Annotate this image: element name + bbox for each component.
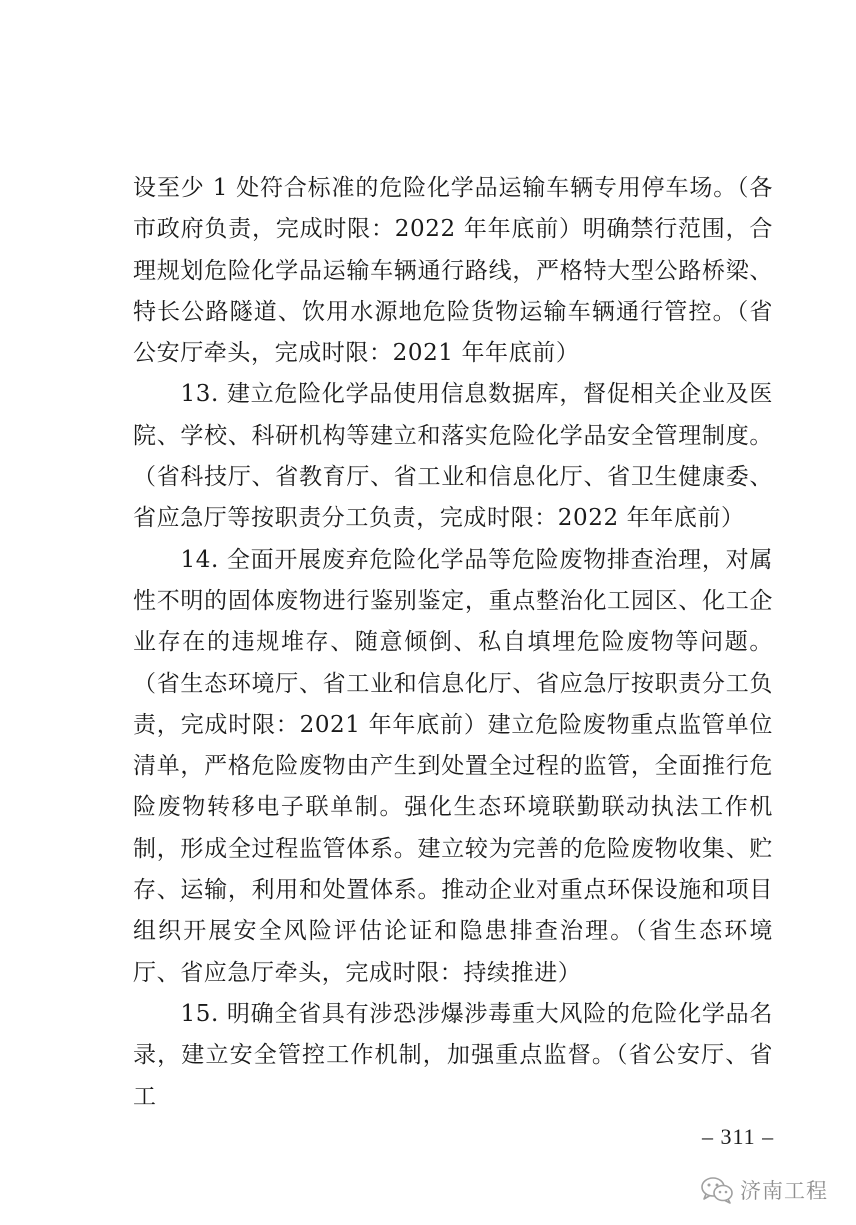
document-body bbox=[133, 168, 773, 1118]
paragraph-1: 设至少 1 处符合标准的危险化学品运输车辆专用停车场。（各市政府负责，完成时限：2022 年年底前）明确禁行范围，合理规划危险化学品运输车辆通行路线，严格特大型公路桥梁、特长公路隧道、饮用水源地危险货物运输车辆通行管控。（省公安厅牵头，完成时限：2021 年年底前） bbox=[133, 175, 773, 367]
page-number: – 311 – bbox=[702, 1124, 775, 1149]
paragraph-2: 13. 建立危险化学品使用信息数据库，督促相关企业及医院、学校、科研机构等建立和落实危险化学品安全管理制度。（省科技厅、省教育厅、省工业和信息化厅、省卫生健康委、省应急厅等按职责分工负责，完成时限：2022 年年底前） bbox=[133, 381, 773, 532]
watermark-text: 济南工程 bbox=[740, 1179, 828, 1203]
paragraph-4: 15. 明确全省具有涉恐涉爆涉毒重大风险的危险化学品名录，建立安全管控工作机制，加强重点监督。（省公安厅、省工 bbox=[133, 1000, 773, 1110]
wechat-icon bbox=[700, 1175, 734, 1205]
paragraph-3: 14. 全面开展废弃危险化学品等危险废物排查治理，对属性不明的固体废物进行鉴别鉴定，重点整治化工园区、化工企业存在的违规堆存、随意倾倒、私自填埋危险废物等问题。（省生态环境厅、省工业和信息化厅、省应急厅按职责分工负责，完成时限：2021 年年底前）建立危险废物重点监管单位清单，严格危险废物由产生到处置全过程的监管，全面推行危险废物转移电子联单制。强化生态环境联勤联动执法工作机制，形成全过程监管体系。建立较为完善的危险废物收集、贮存、运输，利用和处置体系。推动企业对重点环保设施和项目组织开展安全风险评估论证和隐患排查治理。（省生态环境厅、省应急厅牵头，完成时限：持续推进） bbox=[133, 546, 773, 986]
watermark bbox=[700, 1170, 828, 1210]
